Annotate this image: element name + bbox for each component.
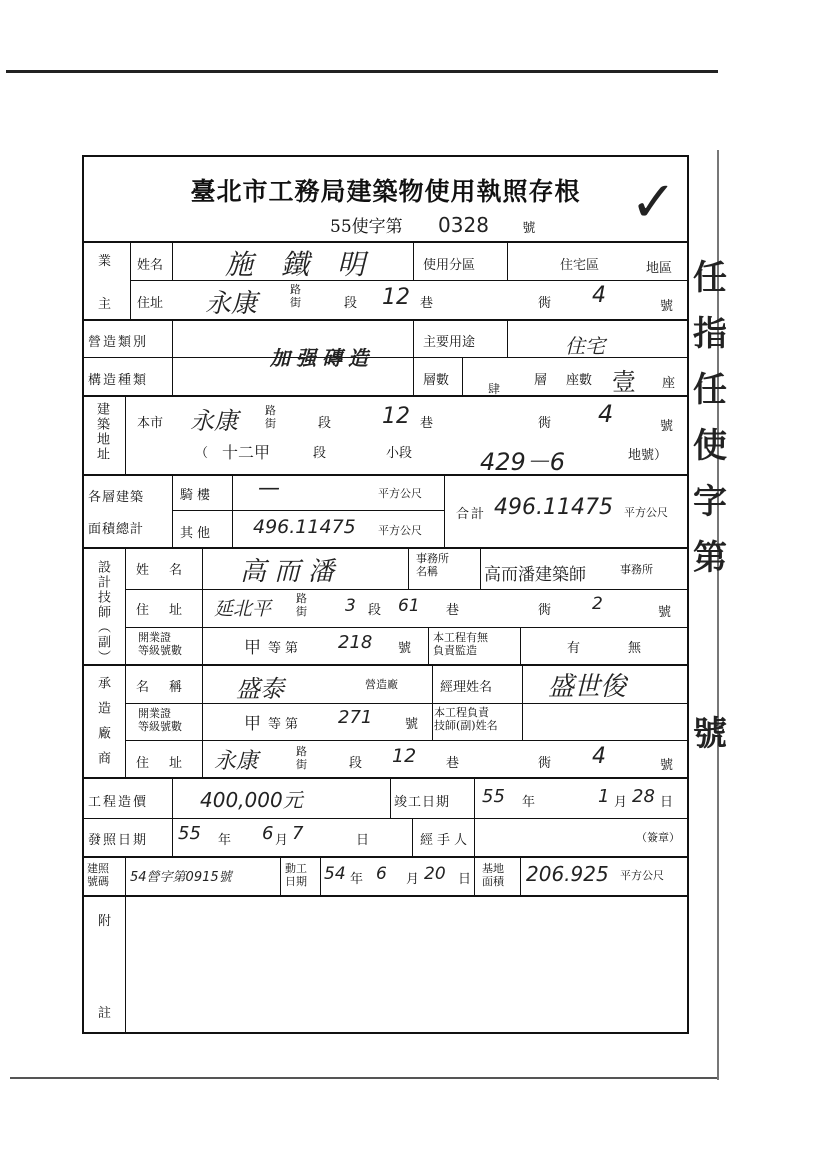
done-day-lbl: 日 [660,795,674,810]
zone-value: 住宅區 [560,258,600,273]
vline [172,777,173,857]
vline [390,777,391,818]
vline [130,241,131,320]
vline [474,777,475,857]
start-year-lbl: 年 [350,872,364,887]
designer-lic-no: 218 [338,632,373,653]
owner-addr-label: 住址 [137,296,164,311]
done-day: 28 [632,786,655,807]
arcade-value: — [258,476,280,501]
zone-label: 使用分區 [423,258,476,273]
office-label: 事務所 名稱 [416,552,449,578]
vline [125,856,126,1034]
hline [82,895,689,897]
remarks-label1: 附 [98,914,112,929]
contractor-group: 承造廠商 [95,676,110,776]
hline [125,627,689,628]
site-no: 4 [598,400,614,428]
vline [428,627,429,665]
vline [280,856,281,896]
start-day-lbl: 日 [458,872,472,887]
designer-addr-lane: 61 [398,596,420,616]
designer-addr-road-lbl: 路 街 [296,592,307,618]
other-value: 496.11475 [253,516,356,538]
owner-addr-no-lbl: 號 [660,299,674,314]
scan-edge-top [6,70,718,73]
site-road: 永康 [190,407,238,435]
permit-number: 0328 [438,213,489,237]
owner-name-label: 姓名 [137,258,164,273]
site-no-lbl: 號 [660,419,674,434]
designer-addr-no: 2 [592,594,603,614]
use-label: 主要用途 [423,335,476,350]
arcade-label: 騎樓 [180,488,215,503]
contractor-lic-suffix: 號 [405,717,419,732]
hline [172,510,444,511]
contractor-lic-no: 271 [338,707,373,728]
designer-lic-mid: 等第 [268,641,303,656]
hline [130,280,689,281]
start-day: 20 [424,864,446,884]
vline [462,357,463,396]
designer-addr-lane-lbl: 巷 [446,603,460,618]
done-month-lbl: 月 [614,795,628,810]
vline [480,547,481,590]
vline [432,664,433,741]
scan-edge-bottom [10,1077,718,1079]
check-mark: ✓ [630,170,677,235]
owner-addr-no: 4 [592,283,606,308]
issue-month-lbl: 月 [275,833,289,848]
done-year-lbl: 年 [522,795,536,810]
owner-group-char2: 主 [98,297,112,312]
type-value: 加强磚造 [270,346,374,370]
bldg-value: 壹 [612,368,636,396]
bldg-unit: 座 [662,376,676,391]
other-unit: 平方公尺 [378,524,422,537]
site-city: 本市 [137,416,164,431]
designer-addr-label: 住址 [136,603,203,618]
start-month: 6 [376,864,387,884]
land-no: 429－6 [480,448,566,476]
site-road-lbl: 路 街 [265,404,276,430]
bldg-label: 座數 [566,373,593,388]
site-sec-lbl: 段 [318,416,332,431]
site-lane-lbl: 巷 [420,416,434,431]
issue-year-lbl: 年 [218,833,232,848]
issue-year: 55 [178,823,201,844]
done-label: 竣工日期 [394,795,451,810]
hline [82,395,689,397]
issue-month: 6 [262,823,274,844]
cost-label: 工程造價 [88,795,149,810]
start-year: 54 [324,864,346,884]
bp-value: 54營字第0915號 [130,870,232,885]
vline [520,856,521,896]
vline [413,319,414,396]
start-label: 動工 日期 [285,862,307,888]
land-open: （ [195,446,209,461]
vline [507,319,508,358]
owner-group-char1: 業 [98,254,112,269]
vline [172,241,173,281]
tech-label: 本工程負責 技師(副)姓名 [434,706,498,732]
vline [507,241,508,281]
contractor-addr-alley-lbl: 衖 [538,756,552,771]
land-sec-lbl: 段 [313,446,327,461]
owner-addr-sec-lbl: 段 [344,296,358,311]
designer-addr-road: 延北平 [214,598,272,620]
use-value: 住宅 [565,334,605,358]
type-label: 營造類別 [88,335,149,350]
vline [412,818,413,857]
contractor-addr-road-lbl: 路 街 [296,745,307,771]
owner-addr-road: 永康 [205,289,258,319]
seal-label: （簽章） [636,831,680,844]
contractor-addr-no-lbl: 號 [660,758,674,773]
owner-addr-road-lbl: 路 街 [290,283,301,309]
base-unit: 平方公尺 [620,869,664,882]
start-month-lbl: 月 [406,872,420,887]
site-lane: 12 [382,404,410,429]
permit-prefix: 55使字第 [330,217,403,237]
area-label1: 各層建築 [88,490,145,505]
issue-label: 發照日期 [88,833,149,848]
hline [125,703,689,704]
contractor-lic-mid: 等第 [268,717,303,732]
designer-addr-no-lbl: 號 [658,605,672,620]
cost-value: 400,000元 [200,788,303,812]
contractor-addr-no: 4 [592,744,606,769]
contractor-lic-label: 開業證 等級號數 [138,707,182,733]
vline [474,856,475,896]
designer-lic-grade: 甲 [244,638,261,658]
hline [82,319,689,321]
designer-name-label: 姓名 [136,563,203,578]
designer-lic-label: 開業證 等級號數 [138,631,182,657]
contractor-addr-lane-lbl: 巷 [446,756,460,771]
designer-name-value: 高而潘 [240,557,343,587]
floors-label: 層數 [423,373,450,388]
manager-value: 盛世俊 [548,672,627,702]
owner-name-value: 施鐵明 [225,248,394,281]
office-value: 高而潘建築師 [484,565,586,585]
side-text: 任 指 任 使 字 第 號 [693,258,727,754]
contractor-addr-sec-lbl: 段 [349,756,363,771]
vline [320,856,321,896]
vline [125,395,126,475]
designer-addr-alley-lbl: 衖 [538,603,552,618]
total-label: 合計 [456,507,487,522]
vline [408,547,409,590]
base-value: 206.925 [526,862,609,886]
designer-lic-suffix: 號 [398,641,412,656]
floors-value: 肆 [488,382,501,396]
vline [125,547,126,778]
done-month: 1 [598,786,610,807]
total-unit: 平方公尺 [624,506,668,519]
hline [125,740,689,741]
permit-number-line [330,212,535,237]
supervise-yes: 有 [567,641,581,656]
vline [444,474,445,548]
supervise-label: 本工程有無 負責監造 [433,631,488,657]
done-year: 55 [482,786,505,807]
base-label: 基地 面積 [482,862,504,888]
hline [82,856,689,858]
bp-label: 建照 號碼 [87,862,109,888]
designer-addr-sec-lbl: 段 [368,603,382,618]
vline [413,241,414,281]
hline [125,589,689,590]
contractor-lic-grade: 甲 [244,714,261,734]
vline [172,474,173,548]
site-alley-lbl: 衖 [538,416,552,431]
contractor-addr-lane: 12 [392,745,417,767]
arcade-unit: 平方公尺 [378,487,422,500]
contractor-addr-label: 住址 [136,756,203,771]
contractor-addr-road: 永康 [214,749,259,774]
contractor-name-value: 盛泰 [236,675,284,703]
form-title: 臺北市工務局建築物使用執照存根 [190,177,581,206]
floors-unit: 層 [534,373,548,388]
zone-suffix: 地區 [646,261,673,276]
supervise-no: 無 [628,641,642,656]
manager-label: 經理姓名 [440,680,493,695]
office-suffix: 事務所 [620,563,653,576]
hline [82,777,689,779]
vline [202,547,203,778]
owner-addr-lane-lbl: 巷 [420,296,434,311]
issue-day-lbl: 日 [356,833,370,848]
site-label: 建築地址 [94,402,109,462]
struct-label: 構造種類 [88,373,149,388]
hline [82,547,689,549]
hline [82,474,689,476]
other-label: 其他 [180,526,215,541]
land-sec: 十二甲 [222,443,271,462]
issue-day: 7 [292,823,304,844]
designer-group: 設計技師（副） [95,560,110,665]
owner-addr-alley-lbl: 衖 [538,296,552,311]
permit-suffix: 號 [522,221,536,236]
hline [82,818,689,819]
land-sub-lbl: 小段 [386,446,413,461]
vline [232,474,233,548]
designer-addr-sec: 3 [345,596,356,616]
contractor-name-label: 名稱 [136,680,203,695]
vline [520,627,521,665]
owner-addr-lane: 12 [382,285,410,310]
vline [522,664,523,741]
contractor-name-suffix: 營造廠 [365,678,398,691]
handler-label: 經手人 [420,833,472,848]
vline [172,319,173,396]
area-label2: 面積總計 [88,522,145,537]
land-no-lbl: 地號） [628,448,668,463]
total-value: 496.11475 [494,495,613,520]
remarks-label2: 註 [98,1006,112,1021]
